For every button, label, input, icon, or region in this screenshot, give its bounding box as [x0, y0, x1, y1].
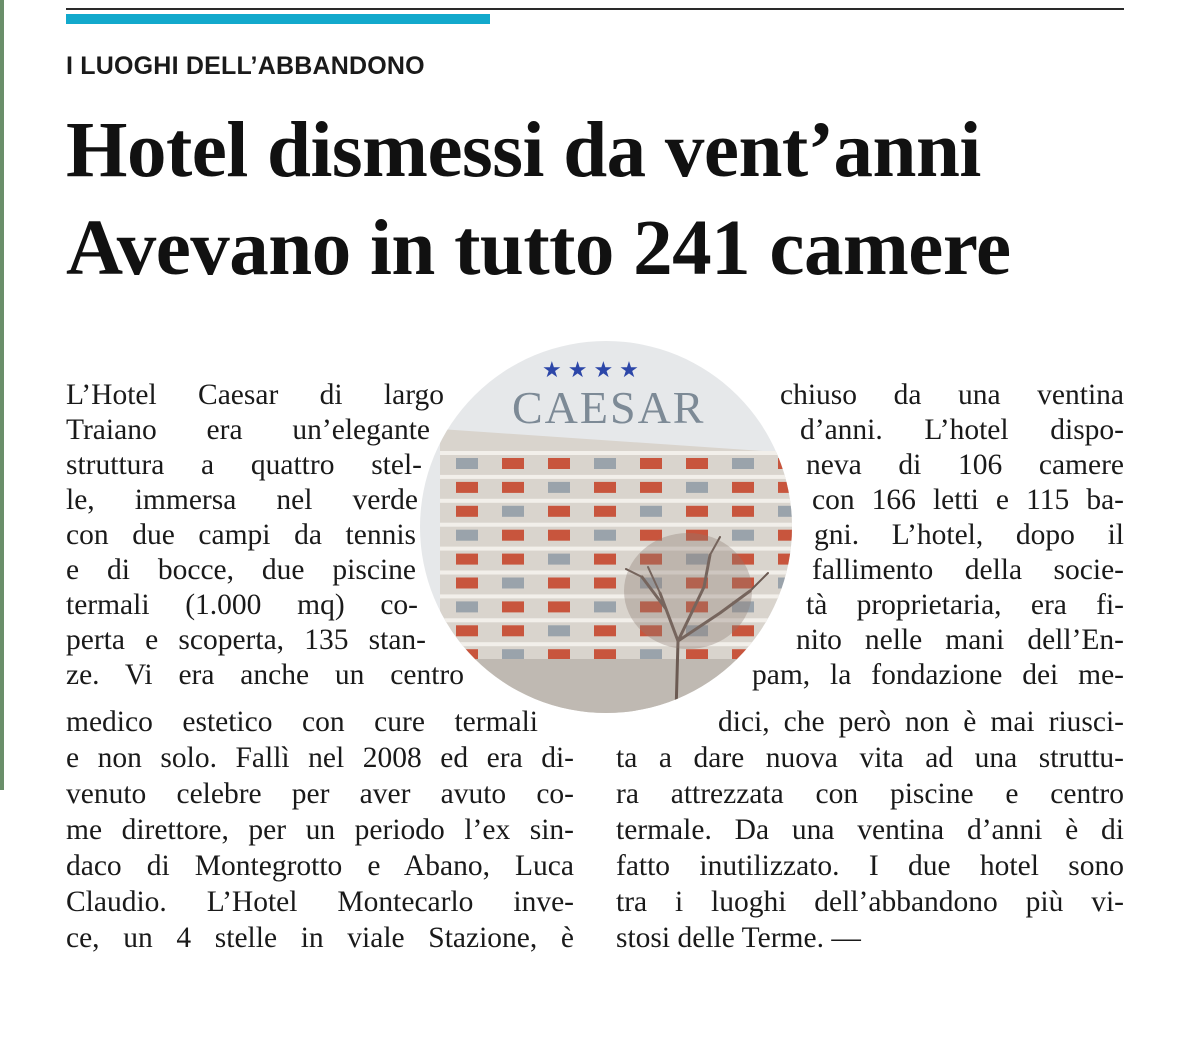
article-left-line: ze. Vi era anche un centro — [66, 659, 464, 691]
window-shutter — [640, 458, 662, 469]
article-right-line: nito nelle mani dell’En- — [796, 624, 1124, 656]
window-shutter — [594, 530, 616, 541]
hotel-photo-illustration — [420, 341, 792, 713]
article-right-line: termale. Da una ventina d’anni è di — [616, 814, 1124, 846]
window-shutter — [502, 578, 524, 589]
balcony-rail — [440, 475, 792, 479]
article-right-line: chiuso da una ventina — [780, 379, 1124, 411]
window-shutter — [732, 458, 754, 469]
window-shutter — [548, 578, 570, 589]
window-shutter — [640, 530, 662, 541]
tree-crown — [624, 533, 752, 649]
hotel-stars-icon: ★★★★ — [542, 358, 645, 383]
article-left-line: ce, un 4 stelle in viale Stazione, è — [66, 922, 574, 954]
window-shutter — [594, 649, 616, 660]
window-shutter — [502, 458, 524, 469]
article-right-line: con 166 letti e 115 ba- — [812, 484, 1124, 516]
window-shutter — [456, 578, 478, 589]
window-shutter — [502, 625, 524, 636]
window-shutter — [456, 625, 478, 636]
article-left-line: me direttore, per un periodo l’ex sin- — [66, 814, 574, 846]
article-right-line: fallimento della socie- — [812, 554, 1124, 586]
window-shutter — [548, 530, 570, 541]
window-shutter — [778, 578, 792, 589]
headline — [66, 102, 1011, 298]
window-shutter — [594, 506, 616, 517]
window-shutter — [640, 506, 662, 517]
window-shutter — [456, 458, 478, 469]
article-left-line: L’Hotel Caesar di largo — [66, 379, 444, 411]
article-left-line: struttura a quattro stel- — [66, 449, 422, 481]
window-shutter — [548, 506, 570, 517]
article-left-line: daco di Montegrotto e Abano, Luca — [66, 850, 574, 882]
article-left-line: venuto celebre per aver avuto co- — [66, 778, 574, 810]
window-shutter — [548, 458, 570, 469]
hotel-photo — [420, 341, 792, 713]
window-shutter — [548, 482, 570, 493]
balcony-rail — [440, 499, 792, 503]
window-shutter — [456, 554, 478, 565]
article-right-line: neva di 106 camere — [806, 449, 1124, 481]
window-shutter — [686, 649, 708, 660]
window-shutter — [502, 530, 524, 541]
window-shutter — [778, 458, 792, 469]
window-shutter — [640, 649, 662, 660]
window-shutter — [778, 506, 792, 517]
headline-line-2: Avevano in tutto 241 camere — [66, 205, 1011, 292]
window-shutter — [548, 554, 570, 565]
section-accent-bar — [66, 14, 490, 24]
article-right-line: tra i luoghi dell’abbandono più vi- — [616, 886, 1124, 918]
window-shutter — [732, 649, 754, 660]
article-right-line: ta a dare nuova vita ad una struttu- — [616, 742, 1124, 774]
article-right-line: pam, la fondazione dei me- — [752, 659, 1124, 691]
window-shutter — [548, 601, 570, 612]
kicker: I LUOGHI DELL’ABBANDONO — [66, 52, 425, 80]
article-left-line: Traiano era un’elegante — [66, 414, 430, 446]
article-right-line: ra attrezzata con piscine e centro — [616, 778, 1124, 810]
window-shutter — [640, 482, 662, 493]
window-shutter — [594, 554, 616, 565]
window-shutter — [778, 601, 792, 612]
window-shutter — [456, 506, 478, 517]
article-right-line: gni. L’hotel, dopo il — [814, 519, 1124, 551]
article-left-line: perta e scoperta, 135 stan- — [66, 624, 426, 656]
window-shutter — [456, 530, 478, 541]
article-left-line: termali (1.000 mq) co- — [66, 589, 418, 621]
top-rule — [66, 8, 1124, 10]
window-shutter — [502, 649, 524, 660]
window-shutter — [502, 554, 524, 565]
window-shutter — [732, 530, 754, 541]
article-left-line: e di bocce, due piscine — [66, 554, 416, 586]
article-right-line: stosi delle Terme. — — [616, 922, 861, 954]
balcony-rail — [440, 523, 792, 527]
window-shutter — [686, 458, 708, 469]
window-shutter — [778, 482, 792, 493]
window-shutter — [548, 625, 570, 636]
window-shutter — [732, 506, 754, 517]
balcony-rail — [440, 547, 792, 551]
window-shutter — [732, 482, 754, 493]
window-shutter — [778, 625, 792, 636]
page-edge — [0, 0, 4, 790]
window-shutter — [594, 625, 616, 636]
article-right-line: dici, che però non è mai riusci- — [718, 706, 1124, 738]
window-shutter — [778, 530, 792, 541]
window-shutter — [502, 482, 524, 493]
window-shutter — [502, 601, 524, 612]
window-shutter — [594, 578, 616, 589]
window-shutter — [594, 458, 616, 469]
article-right-line: fatto inutilizzato. I due hotel sono — [616, 850, 1124, 882]
article-left-line: medico estetico con cure termali — [66, 706, 538, 738]
window-shutter — [456, 482, 478, 493]
window-shutter — [502, 506, 524, 517]
article-right-line: d’anni. L’hotel dispo- — [800, 414, 1124, 446]
window-shutter — [778, 554, 792, 565]
article-left-line: con due campi da tennis — [66, 519, 416, 551]
window-shutter — [548, 649, 570, 660]
window-shutter — [594, 482, 616, 493]
article-left-line: e non solo. Fallì nel 2008 ed era di- — [66, 742, 574, 774]
window-shutter — [594, 601, 616, 612]
hotel-sign: CAESAR — [512, 382, 706, 433]
headline-line-1: Hotel dismessi da vent’anni — [66, 107, 981, 194]
article-left-line: Claudio. L’Hotel Montecarlo inve- — [66, 886, 574, 918]
balcony-rail — [440, 642, 792, 646]
window-shutter — [686, 482, 708, 493]
window-shutter — [456, 601, 478, 612]
window-shutter — [686, 506, 708, 517]
article-right-line: tà proprietaria, era fi- — [806, 589, 1124, 621]
article-left-line: le, immersa nel verde — [66, 484, 418, 516]
balcony-rail — [440, 451, 792, 455]
